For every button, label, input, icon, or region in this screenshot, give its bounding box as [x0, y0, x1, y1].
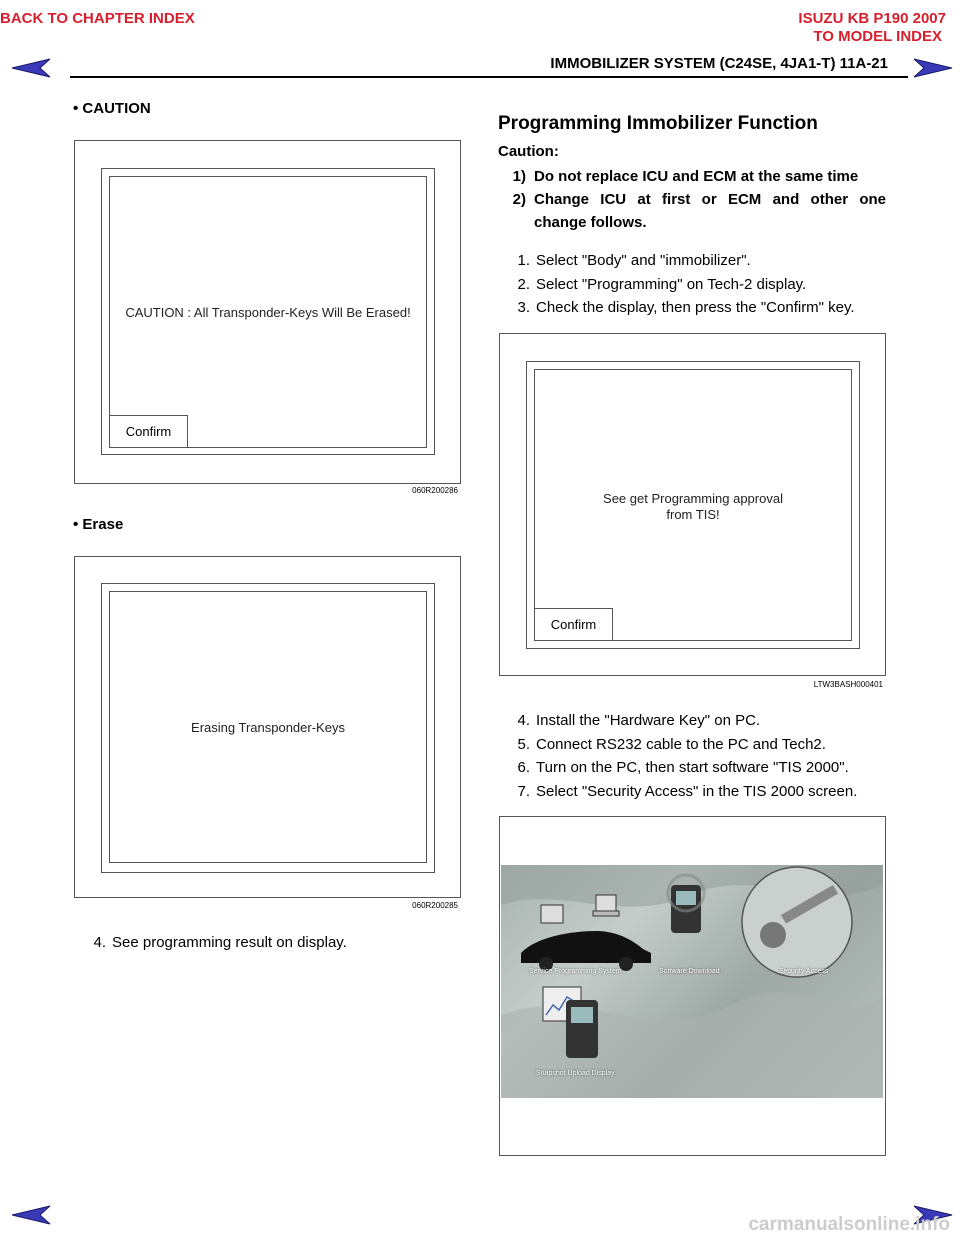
screen-message-line2: from TIS!: [666, 507, 720, 522]
back-to-chapter-index-link[interactable]: BACK TO CHAPTER INDEX: [0, 10, 195, 27]
list-item: 7. Select "Security Access" in the TIS 2000 screen.: [517, 782, 858, 800]
steps-list-b: [494, 709, 857, 803]
list-item: 4. See programming result on display.: [93, 934, 347, 951]
list-item: 5. Connect RS232 cable to the PC and Tech2.: [517, 735, 826, 753]
previous-page-arrow-icon[interactable]: [10, 1204, 52, 1226]
list-item: 4. Install the "Hardware Key" on PC.: [517, 712, 761, 729]
caution-heading: • CAUTION: [73, 100, 151, 117]
screen-message-line1: See get Programming approval: [603, 491, 783, 506]
confirm-button[interactable]: Confirm: [109, 415, 188, 448]
list-item: 1) Do not replace ICU and ECM at the same time: [512, 168, 859, 185]
programming-figure: [499, 333, 886, 676]
list-item: 1. Select "Body" and "immobilizer".: [517, 252, 751, 269]
header-divider: [70, 76, 908, 78]
caution-figure: [74, 140, 461, 484]
next-page-arrow-icon[interactable]: [912, 57, 954, 79]
tis2000-screen-image: [501, 865, 883, 1098]
screen-frame: [101, 583, 435, 873]
list-item: 2) Change ICU at first or ECM and other one change follows.: [512, 191, 891, 231]
tis2000-illustration: [501, 865, 883, 1098]
screen-frame: [101, 168, 435, 455]
figure-code: 060R200285: [412, 901, 458, 910]
watermark: carmanualsonline.info: [748, 1214, 950, 1235]
confirm-button[interactable]: Confirm: [534, 608, 613, 641]
erase-heading: • Erase: [73, 516, 124, 533]
previous-page-arrow-icon[interactable]: [10, 57, 52, 79]
screen-message: Erasing Transponder-Keys: [191, 720, 345, 735]
list-item: 2. Select "Programming" on Tech-2 display.: [517, 275, 807, 293]
list-item: 6. Turn on the PC, then start software "TIS 2000".: [517, 759, 849, 776]
page-title: IMMOBILIZER SYSTEM (C24SE, 4JA1-T) 11A-21: [550, 55, 888, 72]
figure-code: LTW3BASH000401: [813, 680, 883, 689]
screen: [109, 591, 427, 863]
list-item: 3. Check the display, then press the "Confirm" key.: [517, 299, 855, 316]
screen: [109, 176, 427, 448]
software-download-label[interactable]: Software Download: [659, 968, 720, 975]
screen: [534, 369, 852, 641]
figure-code: 060R200286: [412, 486, 458, 495]
screen-frame: [526, 361, 860, 649]
security-access-label[interactable]: Security Access: [779, 968, 829, 975]
erase-figure: [74, 556, 461, 898]
snapshot-upload-label[interactable]: Snapshot Upload Display: [536, 1070, 615, 1077]
caution-label: Caution:: [498, 143, 559, 160]
model-title-link[interactable]: ISUZU KB P190 2007: [798, 10, 946, 27]
left-steps-list: [70, 931, 347, 955]
steps-list-a: [494, 249, 855, 320]
sps-label[interactable]: Service Programming System: [529, 968, 622, 975]
screen-message: CAUTION : All Transponder-Keys Will Be Erased!: [125, 305, 411, 320]
to-model-index-link[interactable]: TO MODEL INDEX: [813, 28, 942, 45]
caution-list: [498, 165, 891, 234]
section-title: Programming Immobilizer Function: [498, 113, 818, 134]
